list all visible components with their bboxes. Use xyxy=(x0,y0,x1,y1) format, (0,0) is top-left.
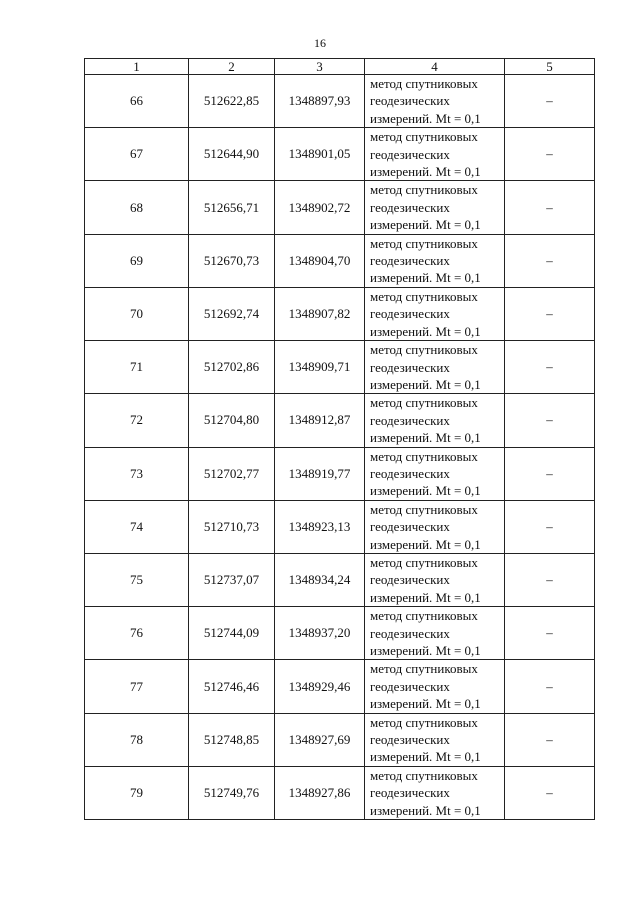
method-cell xyxy=(365,75,505,128)
method-cell xyxy=(365,234,505,287)
method-line: метод спутниковых xyxy=(370,554,478,570)
method-line: измерений. Mt = 0,1 xyxy=(370,164,481,180)
y-coordinate-cell: 1348897,93 xyxy=(275,75,365,128)
table-row xyxy=(85,234,595,287)
x-coordinate-cell: 512702,86 xyxy=(189,341,275,394)
method-cell xyxy=(365,394,505,447)
method-cell xyxy=(365,341,505,394)
method-cell xyxy=(365,660,505,713)
x-coordinate-cell: 512644,90 xyxy=(189,128,275,181)
note-cell: – xyxy=(505,660,595,713)
note-cell: – xyxy=(505,181,595,234)
point-number-cell: 79 xyxy=(85,766,189,819)
note-cell: – xyxy=(505,341,595,394)
column-header-3: 3 xyxy=(275,59,365,75)
table-row xyxy=(85,181,595,234)
y-coordinate-cell: 1348912,87 xyxy=(275,394,365,447)
method-line: метод спутниковых xyxy=(370,129,478,145)
method-line: метод спутниковых xyxy=(370,288,478,304)
column-header-4: 4 xyxy=(365,59,505,75)
x-coordinate-cell: 512710,73 xyxy=(189,500,275,553)
method-line: измерений. Mt = 0,1 xyxy=(370,643,481,658)
method-cell xyxy=(365,447,505,500)
method-line: геодезических xyxy=(370,519,450,535)
y-coordinate-cell: 1348929,46 xyxy=(275,660,365,713)
method-line: геодезических xyxy=(370,785,450,801)
method-line: геодезических xyxy=(370,146,450,162)
method-line: измерений. Mt = 0,1 xyxy=(370,749,481,765)
point-number-cell: 75 xyxy=(85,553,189,606)
y-coordinate-cell: 1348909,71 xyxy=(275,341,365,394)
table-body xyxy=(85,75,595,820)
method-line: измерений. Mt = 0,1 xyxy=(370,483,481,499)
y-coordinate-cell: 1348927,69 xyxy=(275,713,365,766)
note-cell: – xyxy=(505,394,595,447)
point-number-cell: 78 xyxy=(85,713,189,766)
method-cell xyxy=(365,607,505,660)
point-number-cell: 68 xyxy=(85,181,189,234)
method-line: геодезических xyxy=(370,253,450,269)
method-line: метод спутниковых xyxy=(370,767,478,783)
point-number-cell: 66 xyxy=(85,75,189,128)
note-cell: – xyxy=(505,607,595,660)
y-coordinate-cell: 1348904,70 xyxy=(275,234,365,287)
method-cell xyxy=(365,128,505,181)
y-coordinate-cell: 1348934,24 xyxy=(275,553,365,606)
method-line: метод спутниковых xyxy=(370,448,478,464)
table-row xyxy=(85,660,595,713)
table-header-row xyxy=(85,59,595,75)
column-header-2: 2 xyxy=(189,59,275,75)
method-line: измерений. Mt = 0,1 xyxy=(370,589,481,605)
table-row xyxy=(85,341,595,394)
table-row xyxy=(85,500,595,553)
method-line: метод спутниковых xyxy=(370,235,478,251)
note-cell: – xyxy=(505,234,595,287)
method-line: геодезических xyxy=(370,359,450,375)
method-cell xyxy=(365,553,505,606)
table-row xyxy=(85,447,595,500)
method-line: измерений. Mt = 0,1 xyxy=(370,110,481,126)
x-coordinate-cell: 512670,73 xyxy=(189,234,275,287)
method-cell xyxy=(365,766,505,819)
method-line: геодезических xyxy=(370,572,450,588)
y-coordinate-cell: 1348927,86 xyxy=(275,766,365,819)
method-line: геодезических xyxy=(370,625,450,641)
x-coordinate-cell: 512744,09 xyxy=(189,607,275,660)
y-coordinate-cell: 1348902,72 xyxy=(275,181,365,234)
method-cell xyxy=(365,500,505,553)
page-number: 16 xyxy=(314,36,326,50)
point-number-cell: 74 xyxy=(85,500,189,553)
point-number-cell: 77 xyxy=(85,660,189,713)
method-line: измерений. Mt = 0,1 xyxy=(370,802,481,818)
point-number-cell: 70 xyxy=(85,287,189,340)
y-coordinate-cell: 1348907,82 xyxy=(275,287,365,340)
x-coordinate-cell: 512749,76 xyxy=(189,766,275,819)
x-coordinate-cell: 512748,85 xyxy=(189,713,275,766)
method-line: метод спутниковых xyxy=(370,76,478,91)
table-row xyxy=(85,75,595,128)
method-line: измерений. Mt = 0,1 xyxy=(370,217,481,233)
method-line: геодезических xyxy=(370,465,450,481)
x-coordinate-cell: 512737,07 xyxy=(189,553,275,606)
method-line: измерений. Mt = 0,1 xyxy=(370,430,481,446)
x-coordinate-cell: 512656,71 xyxy=(189,181,275,234)
method-line: геодезических xyxy=(370,199,450,215)
method-line: измерений. Mt = 0,1 xyxy=(370,270,481,286)
note-cell: – xyxy=(505,713,595,766)
x-coordinate-cell: 512622,85 xyxy=(189,75,275,128)
note-cell: – xyxy=(505,447,595,500)
point-number-cell: 71 xyxy=(85,341,189,394)
point-number-cell: 69 xyxy=(85,234,189,287)
table-row xyxy=(85,394,595,447)
table-row xyxy=(85,607,595,660)
point-number-cell: 67 xyxy=(85,128,189,181)
table-row xyxy=(85,128,595,181)
table-row xyxy=(85,766,595,819)
method-cell xyxy=(365,713,505,766)
y-coordinate-cell: 1348919,77 xyxy=(275,447,365,500)
method-line: измерений. Mt = 0,1 xyxy=(370,323,481,339)
method-line: геодезических xyxy=(370,678,450,694)
method-line: метод спутниковых xyxy=(370,501,478,517)
coordinates-table xyxy=(84,58,595,820)
method-line: метод спутниковых xyxy=(370,342,478,358)
method-line: измерений. Mt = 0,1 xyxy=(370,376,481,392)
note-cell: – xyxy=(505,128,595,181)
column-header-5: 5 xyxy=(505,59,595,75)
method-line: геодезических xyxy=(370,732,450,748)
y-coordinate-cell: 1348937,20 xyxy=(275,607,365,660)
table-row xyxy=(85,553,595,606)
table-row xyxy=(85,713,595,766)
point-number-cell: 76 xyxy=(85,607,189,660)
column-header-1: 1 xyxy=(85,59,189,75)
method-cell xyxy=(365,181,505,234)
method-line: геодезических xyxy=(370,306,450,322)
point-number-cell: 72 xyxy=(85,394,189,447)
y-coordinate-cell: 1348901,05 xyxy=(275,128,365,181)
x-coordinate-cell: 512702,77 xyxy=(189,447,275,500)
point-number-cell: 73 xyxy=(85,447,189,500)
note-cell: – xyxy=(505,553,595,606)
method-line: метод спутниковых xyxy=(370,714,478,730)
x-coordinate-cell: 512746,46 xyxy=(189,660,275,713)
note-cell: – xyxy=(505,75,595,128)
y-coordinate-cell: 1348923,13 xyxy=(275,500,365,553)
x-coordinate-cell: 512704,80 xyxy=(189,394,275,447)
method-line: геодезических xyxy=(370,412,450,428)
table-row xyxy=(85,287,595,340)
method-cell xyxy=(365,287,505,340)
note-cell: – xyxy=(505,287,595,340)
method-line: измерений. Mt = 0,1 xyxy=(370,696,481,712)
method-line: метод спутниковых xyxy=(370,182,478,198)
method-line: геодезических xyxy=(370,93,450,109)
method-line: метод спутниковых xyxy=(370,395,478,411)
note-cell: – xyxy=(505,500,595,553)
method-line: измерений. Mt = 0,1 xyxy=(370,536,481,552)
method-line: метод спутниковых xyxy=(370,608,478,624)
method-line: метод спутниковых xyxy=(370,661,478,677)
note-cell: – xyxy=(505,766,595,819)
x-coordinate-cell: 512692,74 xyxy=(189,287,275,340)
